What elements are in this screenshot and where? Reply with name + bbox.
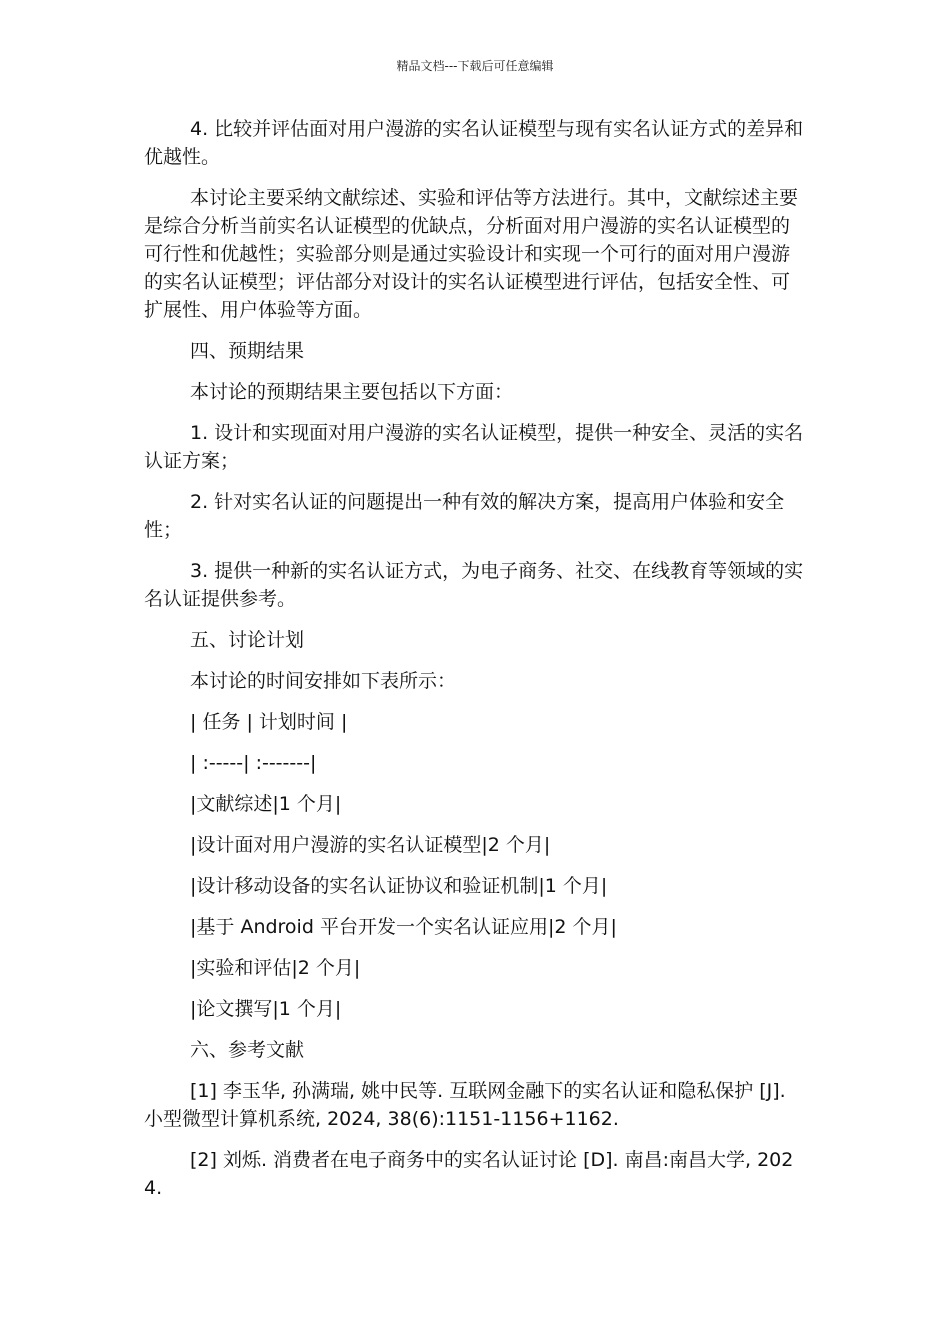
expected-result-2: 2. 针对实名认证的问题提出一种有效的解决方案，提高用户体验和安全性； — [144, 491, 785, 541]
table-row: |设计面对用户漫游的实名认证模型|2 个月| — [190, 834, 551, 856]
reference-1: [1] 李玉华, 孙满瑞, 姚中民等. 互联网金融下的实名认证和隐私保护 [J]. 小型微型计算机系统, 2024, 38(6):1151-1156+1162. — [144, 1080, 786, 1130]
table-row: |文献综述|1 个月| — [190, 793, 342, 815]
table-row: |设计移动设备的实名认证协议和验证机制|1 个月| — [190, 875, 608, 897]
table-row: |论文撰写|1 个月| — [190, 998, 342, 1020]
expected-results-intro: 本讨论的预期结果主要包括以下方面： — [190, 381, 514, 403]
table-row: |基于 Android 平台开发一个实名认证应用|2 个月| — [190, 916, 617, 938]
expected-result-3: 3. 提供一种新的实名认证方式，为电子商务、社交、在线教育等领域的实名认证提供参考。 — [144, 560, 804, 610]
document-body — [144, 115, 806, 1215]
table-row: |实验和评估|2 个月| — [190, 957, 361, 979]
table-header-row: | 任务 | 计划时间 | — [190, 711, 348, 733]
plan-intro: 本讨论的时间安排如下表所示： — [190, 670, 457, 692]
reference-2: [2] 刘烁. 消费者在电子商务中的实名认证讨论 [D]. 南昌:南昌大学, 2024. — [144, 1149, 794, 1199]
table-align-row: | :-----| :-------| — [190, 752, 317, 774]
methods-paragraph: 本讨论主要采纳文献综述、实验和评估等方法进行。其中，文献综述主要是综合分析当前实名认证模型的优缺点，分析面对用户漫游的实名认证模型的可行性和优越性；实验部分则是通过实验设计和实现一个可行的面对用户漫游的实名认证模型；评估部分对设计的实名认证模型进行评估，包括安全性、可扩展性、用户体验等方面。 — [144, 187, 799, 321]
page-header: 精品文档---下载后可任意编辑 — [396, 59, 554, 73]
expected-result-1: 1. 设计和实现面对用户漫游的实名认证模型，提供一种安全、灵活的实名认证方案； — [144, 422, 804, 472]
section-heading-expected-results: 四、预期结果 — [190, 340, 305, 362]
section-heading-plan: 五、讨论计划 — [190, 629, 305, 651]
list-item-4: 4. 比较并评估面对用户漫游的实名认证模型与现有实名认证方式的差异和优越性。 — [144, 118, 804, 168]
section-heading-references: 六、参考文献 — [190, 1039, 305, 1061]
